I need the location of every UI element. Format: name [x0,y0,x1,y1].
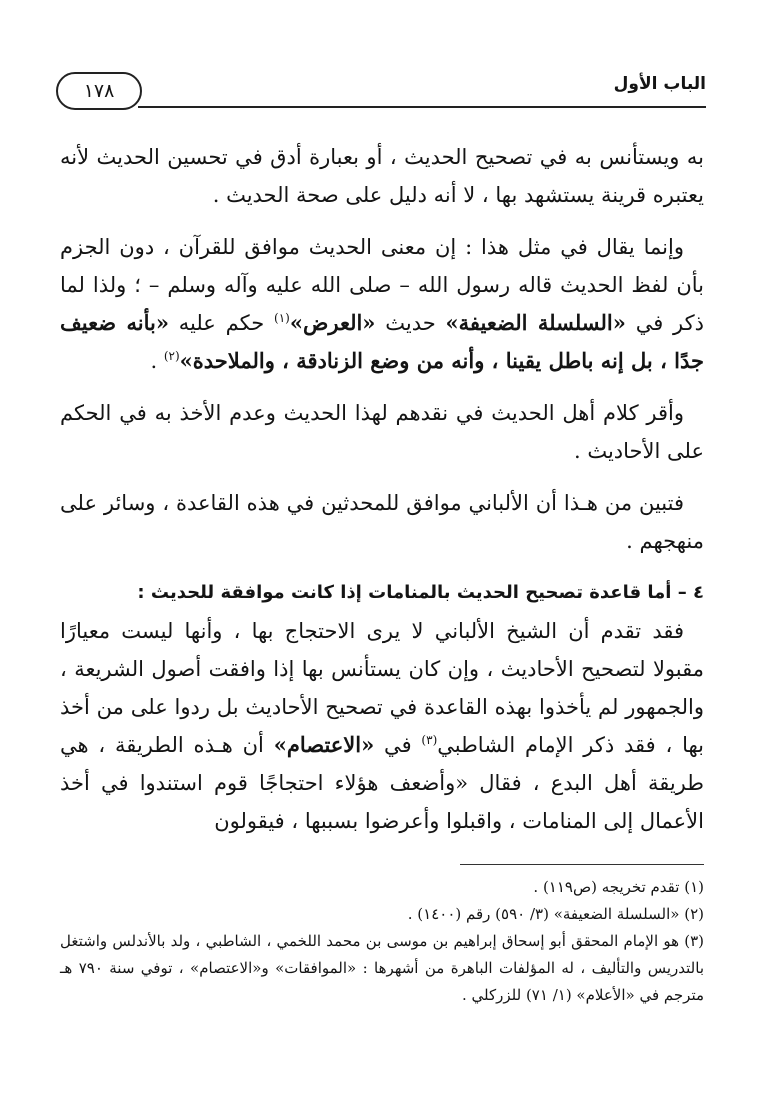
footnote-ref: (٣) [421,733,438,747]
footnote-ref: (٢) [163,349,180,363]
footnotes [60,874,704,1009]
footnote: (١) تقدم تخريجه (ص١١٩) . [533,878,704,896]
header-rule [138,106,706,108]
page-number: ١٧٨ [56,72,142,110]
page-header [56,66,706,116]
chapter-title: الباب الأول [613,74,706,94]
section-heading: ٤ – أما قاعدة تصحيح الحديث بالمنامات إذا كانت موافقة للحديث : [137,582,704,603]
footnote: (٢) «السلسلة الضعيفة» (٣/ ٥٩٠) رقم (١٤٠٠) . [407,905,704,923]
paragraph: به ويستأنس به في تصحيح الحديث ، أو بعبارة أدق في تحسين الحديث لأنه يعتبره قرينة يستشهد بها ، لا أنه دليل على صحة الحديث . [60,145,704,207]
page-body [60,138,704,854]
paragraph: وإنما يقال في مثل هذا : إن معنى الحديث موافق للقرآن ، دون الجزم بأن لفظ الحديث قاله رسول الله – صلى الله عليه وآله وسلم – ؛ ولذا لما ذكر في «السلسلة الضعيفة» حديث «العرض»$^{(١)}$ حكم عليه «بأنه ضعيف جدًا ، بل إنه باطل يقينا ، وأنه من وضع الزنادقة ، والملاحدة»$^{(٢)}$ . [60,235,704,373]
footnote-ref: (١) [274,311,290,325]
footnote: (٣) هو الإمام المحقق أبو إسحاق إبراهيم بن موسى بن محمد اللخمي ، الشاطبي ، ولد بالأندلس واشتغل بالتدريس والتأليف ، له المؤلفات الباهرة من أشهرها : «الموافقات» و«الاعتصام» ، توفي سنة ٧٩٠ هـ مترجم في «الأعلام» (١/ ٧١) للزركلي . [60,932,704,1004]
paragraph: فقد تقدم أن الشيخ الألباني لا يرى الاحتجاج بها ، وأنها ليست معيارًا مقبولا لتصحيح الأحاديث ، وإن كان يستأنس بها إذا وافقت أصول الشريعة ، والجمهور لم يأخذوا بهذه القاعدة في تصحيح الأحاديث بل ردوا على من أخذ بها ، فقد ذكر الإمام الشاطبي$^{(٣)}$ في «الاعتصام» أن هـذه الطريقة ، هي طريقة أهل البدع ، فقال «وأضعف هؤلاء احتجاجًا قوم استندوا في أخذ الأعمال إلى المنامات ، واقبلوا وأعرضوا بسببها ، فيقولون [60,619,705,833]
footnote-divider [460,864,704,865]
paragraph: فتبين من هـذا أن الألباني موافق للمحدثين في هذه القاعدة ، وسائر على منهجهم . [60,491,704,553]
paragraph: وأقر كلام أهل الحديث في نقدهم لهذا الحديث وعدم الأخذ به في الحكم على الأحاديث . [60,401,704,463]
